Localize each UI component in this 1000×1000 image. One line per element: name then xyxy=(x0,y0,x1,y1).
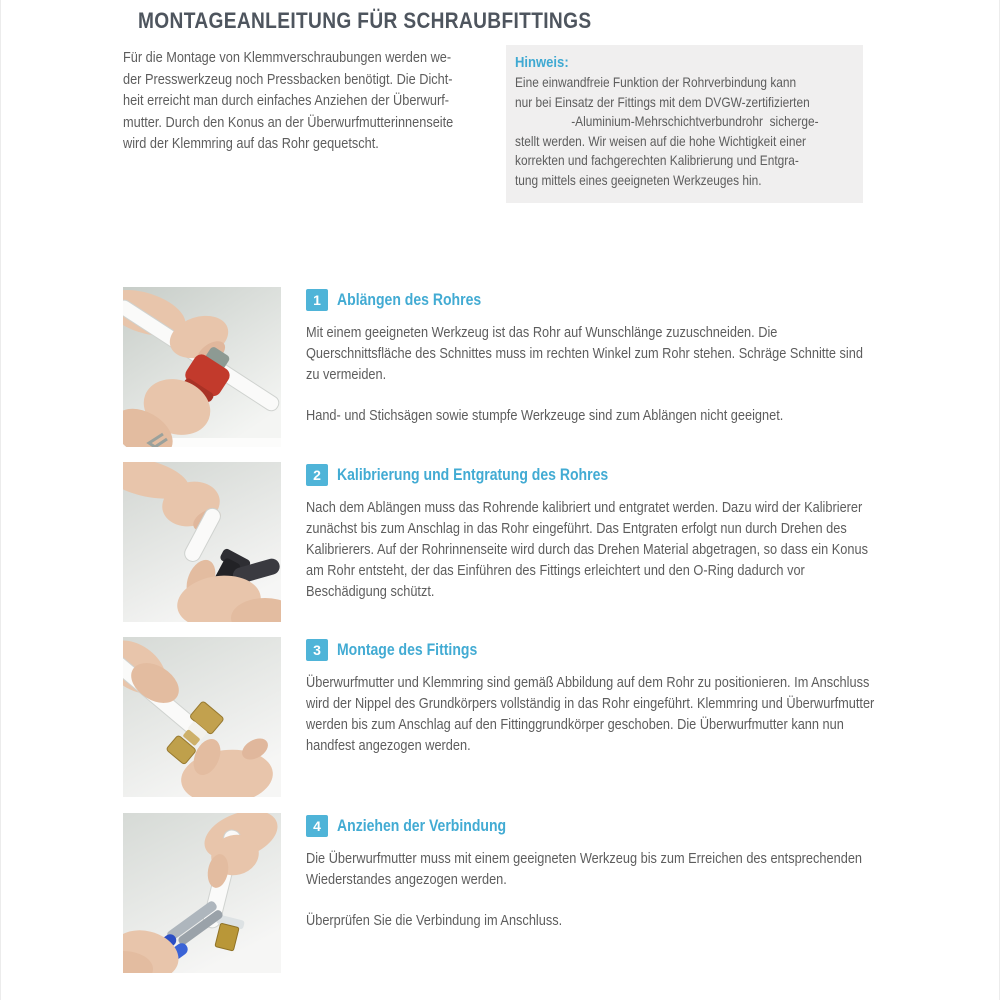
hinweis-label: Hinweis: xyxy=(515,55,569,71)
note-line: tung mittels eines geeigneten Werkzeuges hin. xyxy=(515,171,762,188)
step-3-paragraph: Überwurfmutter und Klemmring sind gemäß Abbildung auf dem Rohr zu positionieren. Im Anschluss wird der Nippel des Grundkörpers vollständig in das Rohr eingeführt. Klemmring und Überwurfmutter werden bis zum Anschlag auf den Fittinggrundkörper geschoben. Die Überwurfmutter kann nun handfest angezogen werden. xyxy=(306,674,875,754)
intro-line: Für die Montage von Klemmverschraubungen werden we- xyxy=(123,49,452,66)
step-1-paragraph: Hand- und Stichsägen sowie stumpfe Werkzeuge sind zum Ablängen nicht geeignet. xyxy=(306,407,784,424)
step-2 xyxy=(123,462,978,622)
step-3-number-badge: 3 xyxy=(306,639,328,661)
intro-paragraph xyxy=(123,47,512,155)
step-4-number-badge: 4 xyxy=(306,815,328,837)
fitting-assembly-photo xyxy=(123,637,281,797)
step-1-number-badge: 1 xyxy=(306,289,328,311)
note-line: stellt werden. Wir weisen auf die hohe Wichtigkeit einer xyxy=(515,132,807,149)
step-2-number-badge: 2 xyxy=(306,464,328,486)
note-line: nur bei Einsatz der Fittings mit dem DVGW-zertifizierten xyxy=(515,93,810,110)
step-4-title: Anziehen der Verbindung xyxy=(337,816,507,835)
step-4-paragraph: Überprüfen Sie die Verbindung im Anschluss. xyxy=(306,912,563,929)
step-3-title: Montage des Fittings xyxy=(337,640,478,659)
note-line: -Aluminium-Mehrschichtverbundrohr sicherge- xyxy=(515,113,819,129)
note-line: korrekten und fachgerechten Kalibrierung und Entgra- xyxy=(515,152,799,168)
calibration-tool-photo xyxy=(123,462,281,622)
intro-line: mutter. Durch den Konus an der Überwurfmutterinnenseite xyxy=(123,113,454,131)
step-4 xyxy=(123,813,978,973)
step-1-title: Ablängen des Rohres xyxy=(337,290,482,309)
intro-line: der Presswerkzeug noch Pressbacken benötigt. Die Dicht- xyxy=(123,70,453,88)
step-3 xyxy=(123,637,978,797)
tightening-wrench-photo xyxy=(123,813,281,973)
note-line: Eine einwandfreie Funktion der Rohrverbindung kann xyxy=(515,74,797,90)
intro-line: wird der Klemmring auf das Rohr gequetscht. xyxy=(123,135,379,152)
step-1 xyxy=(123,287,978,447)
step-4-paragraph: Die Überwurfmutter muss mit einem geeigneten Werkzeug bis zum Erreichen des entsprechenden Wiederstandes angezogen werden. xyxy=(306,850,863,888)
step-2-title: Kalibrierung und Entgratung des Rohres xyxy=(337,465,609,484)
step-2-paragraph: Nach dem Ablängen muss das Rohrende kalibriert und entgratet werden. Dazu wird der Kalibrierer zunächst bis zum Anschlag in das Rohr eingeführt. Das Entgraten erfolgt nun durch Drehen des Kalibrierers. Auf der Rohrinnenseite wird durch das Drehen Material abgetragen, so dass ein Konus am Rohr entsteht, der das Einführen des Fittings erleichtert und den O-Ring dadurch vor Beschädigung schützt. xyxy=(306,499,868,600)
step-1-paragraph: Mit einem geeigneten Werkzeug ist das Rohr auf Wunschlänge zuzuschneiden. Die Querschnittsfläche des Schnittes muss im rechten Winkel zum Rohr stehen. Schräge Schnitte sind zu vermeiden. xyxy=(306,324,863,383)
page-title: MONTAGEANLEITUNG FÜR SCHRAUBFITTINGS xyxy=(138,8,592,33)
intro-line: heit erreicht man durch einfaches Anziehen der Überwurf- xyxy=(123,92,450,109)
pipe-cutter-photo xyxy=(123,287,281,447)
hinweis-note-box xyxy=(506,45,863,203)
